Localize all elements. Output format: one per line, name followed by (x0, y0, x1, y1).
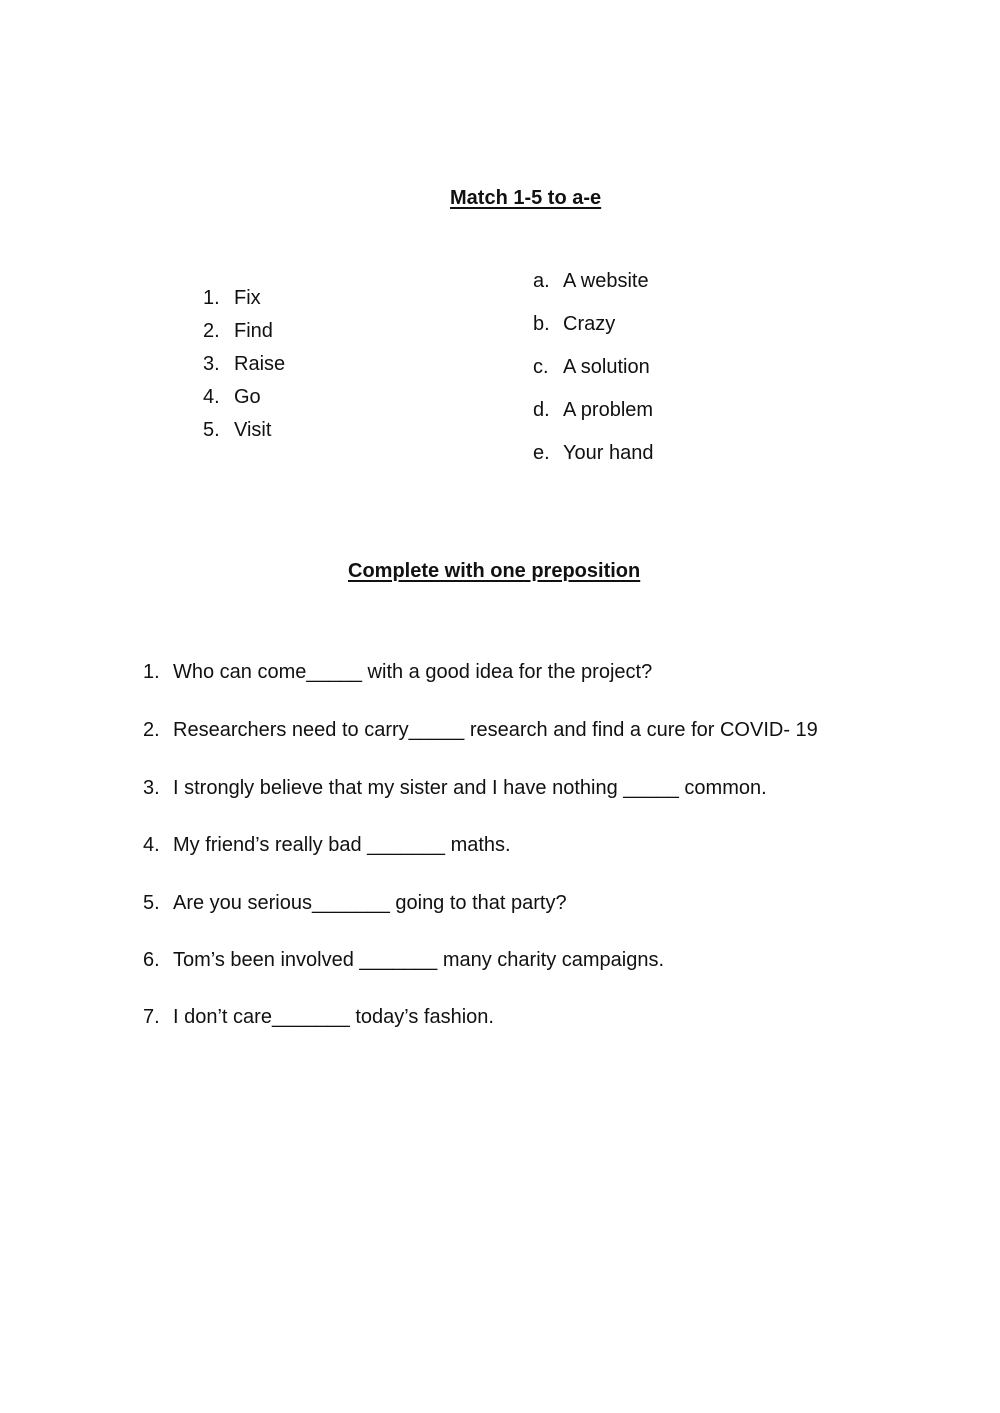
sentence-text: Researchers need to carry_____ research and find a cure for COVID- 19 (173, 719, 818, 741)
sentence-text: Are you serious_______ going to that party? (173, 892, 567, 914)
item-letter: c. (533, 356, 549, 378)
item-number: 5. (203, 419, 220, 441)
sentence-text: Who can come_____ with a good idea for the project? (173, 661, 653, 683)
sentence-text: My friend’s really bad _______ maths. (173, 834, 511, 856)
item-number: 1. (203, 287, 220, 309)
item-text: A solution (563, 356, 650, 378)
sentence-number: 4. (143, 834, 160, 856)
item-text: Raise (234, 353, 286, 375)
sentence-number: 1. (143, 661, 160, 683)
item-text: Visit (234, 419, 272, 441)
item-number: 3. (203, 353, 220, 375)
sentence-text: I don’t care_______ today’s fashion. (173, 1006, 494, 1028)
item-text: Fix (234, 287, 261, 309)
item-text: A website (563, 270, 649, 292)
sentence-number: 2. (143, 719, 160, 741)
sentence-number: 7. (143, 1006, 160, 1028)
item-number: 4. (203, 386, 220, 408)
sentence-text: Tom’s been involved _______ many charity campaigns. (173, 949, 665, 971)
item-text: Go (234, 386, 261, 408)
sentence-number: 6. (143, 949, 160, 971)
item-text: Crazy (563, 313, 616, 335)
item-letter: a. (533, 270, 550, 292)
item-text: Your hand (563, 442, 654, 464)
sentence-number: 3. (143, 777, 160, 799)
match-heading: Match 1-5 to a-e (450, 187, 602, 209)
sentence-number: 5. (143, 892, 160, 914)
item-letter: d. (533, 399, 550, 421)
item-text: Find (234, 320, 273, 342)
item-letter: e. (533, 442, 550, 464)
item-number: 2. (203, 320, 220, 342)
sentence-text: I strongly believe that my sister and I have nothing _____ common. (173, 777, 767, 799)
preposition-sentence-list (143, 659, 963, 1039)
match-left-list (203, 285, 403, 455)
item-letter: b. (533, 313, 550, 335)
match-right-list (533, 268, 783, 468)
preposition-heading: Complete with one preposition (348, 560, 641, 582)
item-text: A problem (563, 399, 654, 421)
